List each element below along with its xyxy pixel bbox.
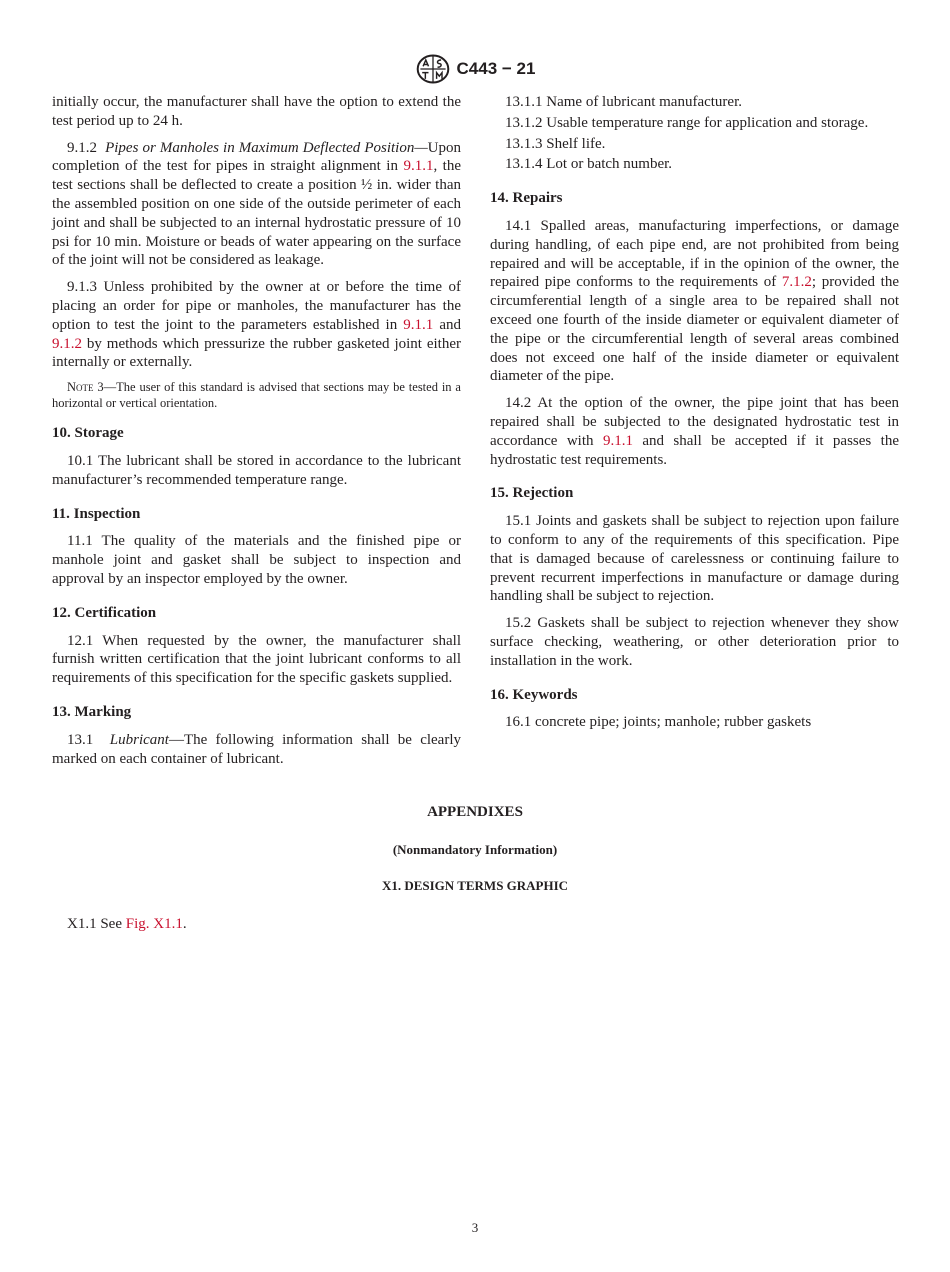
heading-certification: 12. Certification xyxy=(52,604,157,621)
page-header xyxy=(0,52,950,86)
paragraph-9-1-2: 9.1.2 Pipes or Manholes in Maximum Deflected Position—Upon completion of the test for pipes in straight alignment in 9.1.1, the test sections shall be deflected to create a position ½ in. wider than the assembled position on one side of the outside perimeter of each joint and shall be subjected to an internal hydrostatic pressure of 10 psi for 10 min. Moisture or beads of water appearing on the surface of the joint will not be considered as leakage. xyxy=(52,139,461,269)
paragraph-9-1-3: 9.1.3 Unless prohibited by the owner at or before the time of placing an order for pipe or manholes, the manufacturer has the option to test the joint to the parameters established in 9.1.1 and 9.1.2 by methods which pressurize the rubber gasketed joint either internally or externally. xyxy=(52,279,461,371)
fig-x1-1-link[interactable]: Fig. X1.1 xyxy=(125,916,183,932)
list-item: 13.1.4 Lot or batch number. xyxy=(505,156,673,173)
left-column xyxy=(52,93,461,776)
page-number: 3 xyxy=(471,1220,479,1235)
paragraph-16-1: 16.1 concrete pipe; joints; manhole; rubber gaskets xyxy=(505,714,812,731)
right-column xyxy=(490,93,899,740)
paragraph-13-1: 13.1 Lubricant—The following information shall be clearly marked on each container of lubricant. xyxy=(52,731,461,767)
clause-title: Pipes or Manholes in Maximum Deflected Position— xyxy=(105,139,428,156)
heading-rejection: 15. Rejection xyxy=(490,485,574,502)
heading-inspection: 11. Inspection xyxy=(52,505,141,522)
ref-9-1-1-link[interactable]: 9.1.1 xyxy=(602,432,633,449)
paragraph-10-1: 10.1 The lubricant shall be stored in accordance to the lubricant manufacturer’s recommended temperature range. xyxy=(52,452,461,488)
astm-logo-icon xyxy=(415,53,451,85)
list-item: 13.1.1 Name of lubricant manufacturer. xyxy=(505,94,742,110)
paragraph-14-2: 14.2 At the option of the owner, the pipe joint that has been repaired shall be subjected to the designated hydrostatic test in accordance with 9.1.1 and shall be accepted if it passes the hydrostatic test requirements. xyxy=(490,395,899,468)
paragraph-14-1: 14.1 Spalled areas, manufacturing imperfections, or damage during handling, of each pipe end, are not prohibited from being repaired and will be acceptable, if in the opinion of the owner, the repaired pipe conforms to the requirements of 7.1.2; provided the circumferential length of a single area to be repaired shall not exceed one fourth of the inside diameter or equivalent diameter of the pipe or the circumferential length of several areas combined does not exceed one half of the inside diameter or equivalent diameter of the pipe. xyxy=(490,217,899,385)
paragraph-11-1: 11.1 The quality of the materials and the finished pipe or manhole joint and gasket shall be subject to inspection and approval by an inspector employed by the owner. xyxy=(52,533,461,587)
paragraph-continuation: initially occur, the manufacturer shall have the option to extend the test period up to 24 h. xyxy=(52,94,461,129)
ref-9-1-2-link[interactable]: 9.1.2 xyxy=(52,335,82,352)
heading-storage: 10. Storage xyxy=(52,425,124,442)
note-3: Note 3—The user of this standard is advised that sections may be tested in a horizontal or vertical orientation. xyxy=(52,380,461,410)
heading-keywords: 16. Keywords xyxy=(490,686,578,703)
standard-designation: C443 − 21 xyxy=(456,59,536,78)
appendix-section-heading: X1. DESIGN TERMS GRAPHIC xyxy=(381,878,569,893)
appendix-subtitle: (Nonmandatory Information) xyxy=(392,842,558,857)
list-item: 13.1.2 Usable temperature range for application and storage. xyxy=(505,114,869,131)
ref-7-1-2-link[interactable]: 7.1.2 xyxy=(781,274,812,291)
ref-9-1-1-link[interactable]: 9.1.1 xyxy=(403,158,434,175)
ref-9-1-1-link[interactable]: 9.1.1 xyxy=(403,316,434,333)
paragraph-x1-1: X1.1 See Fig. X1.1. xyxy=(67,916,187,932)
paragraph-12-1: 12.1 When requested by the owner, the manufacturer shall furnish written certification that the joint lubricant conforms to all requirements of this specification for the specific gaskets supplied. xyxy=(52,632,461,687)
heading-marking: 13. Marking xyxy=(52,703,132,720)
clause-number: 9.1.2 xyxy=(67,139,97,156)
heading-repairs: 14. Repairs xyxy=(490,190,563,207)
paragraph-15-2: 15.2 Gaskets shall be subject to rejection whenever they show surface checking, weathering, or other deterioration prior to installation in the work. xyxy=(490,615,899,669)
paragraph-15-1: 15.1 Joints and gaskets shall be subject to rejection upon failure to conform to any of the requirements of this specification. Pipe that is damaged because of carelessness or continuing failure to prevent recurrent imperfections in manufacture or damage during handling shall be subject to rejection. xyxy=(490,513,899,605)
appendix-title: APPENDIXES xyxy=(427,804,523,820)
list-item: 13.1.3 Shelf life. xyxy=(505,135,606,152)
